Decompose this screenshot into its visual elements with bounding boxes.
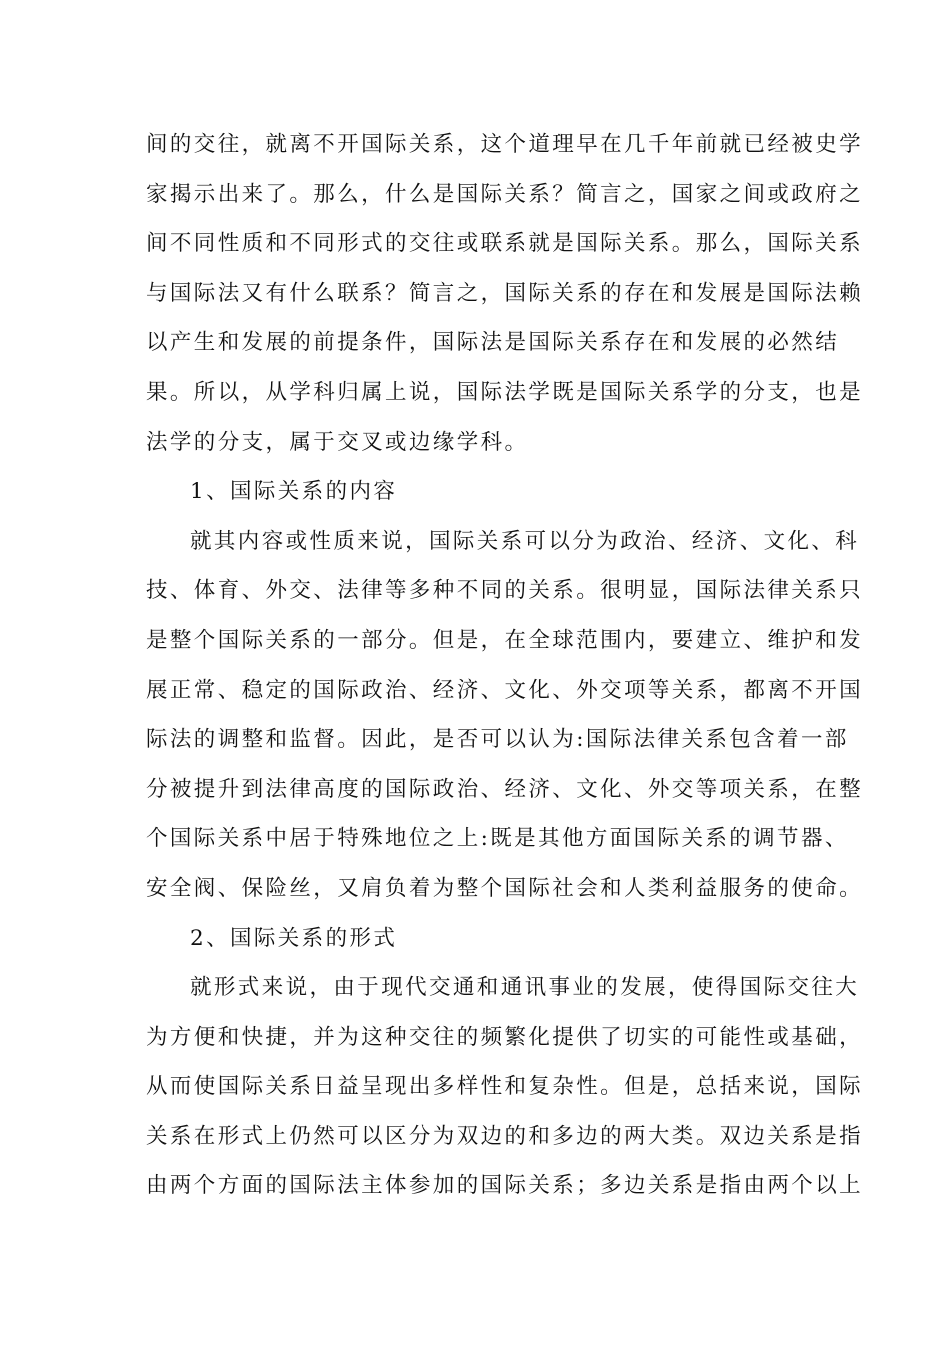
text-line: 个国际关系中居于特殊地位之上:既是其他方面国际关系的调节器、 [146, 826, 849, 852]
text-line: 是整个国际关系的一部分。但是，在全球范围内，要建立、维护和发 [146, 627, 864, 653]
text-line: 与国际法又有什么联系？简言之，国际关系的存在和发展是国际法赖 [146, 280, 864, 306]
text-line: 就形式来说，由于现代交通和通讯事业的发展，使得国际交往大 [190, 975, 860, 1001]
text-line: 以产生和发展的前提条件，国际法是国际关系存在和发展的必然结 [146, 330, 840, 356]
text-line: 果。所以，从学科归属上说，国际法学既是国际关系学的分支，也是 [146, 379, 864, 405]
text-line: 家揭示出来了。那么，什么是国际关系？简言之，国家之间或政府之 [146, 181, 864, 207]
body-text [146, 120, 864, 1211]
text-line: 际法的调整和监督。因此，是否可以认为:国际法律关系包含着一部 [146, 727, 849, 753]
text-line: 关系在形式上仍然可以区分为双边的和多边的两大类。双边关系是指 [146, 1123, 864, 1149]
text-line: 2、国际关系的形式 [190, 925, 398, 951]
text-line: 法学的分支，属于交叉或边缘学科。 [146, 429, 529, 455]
text-line: 1、国际关系的内容 [190, 479, 398, 505]
text-line: 技、体育、外交、法律等多种不同的关系。很明显，国际法律关系只 [146, 578, 864, 604]
text-line: 就其内容或性质来说，国际关系可以分为政治、经济、文化、科 [190, 528, 860, 554]
text-line: 展正常、稳定的国际政治、经济、文化、外交项等关系，都离不开国 [146, 677, 864, 703]
text-line: 分被提升到法律高度的国际政治、经济、文化、外交等项关系，在整 [146, 776, 864, 802]
text-line: 安全阀、保险丝，又肩负着为整个国际社会和人类利益服务的使命。 [146, 875, 864, 901]
text-line: 为方便和快捷，并为这种交往的频繁化提供了切实的可能性或基础， [146, 1024, 864, 1050]
text-line: 从而使国际关系日益呈现出多样性和复杂性。但是，总括来说，国际 [146, 1074, 864, 1100]
text-line: 由两个方面的国际法主体参加的国际关系；多边关系是指由两个以上 [146, 1173, 864, 1199]
text-line: 间的交往，就离不开国际关系，这个道理早在几千年前就已经被史学 [146, 132, 864, 157]
text-line: 间不同性质和不同形式的交往或联系就是国际关系。那么，国际关系 [146, 231, 864, 257]
